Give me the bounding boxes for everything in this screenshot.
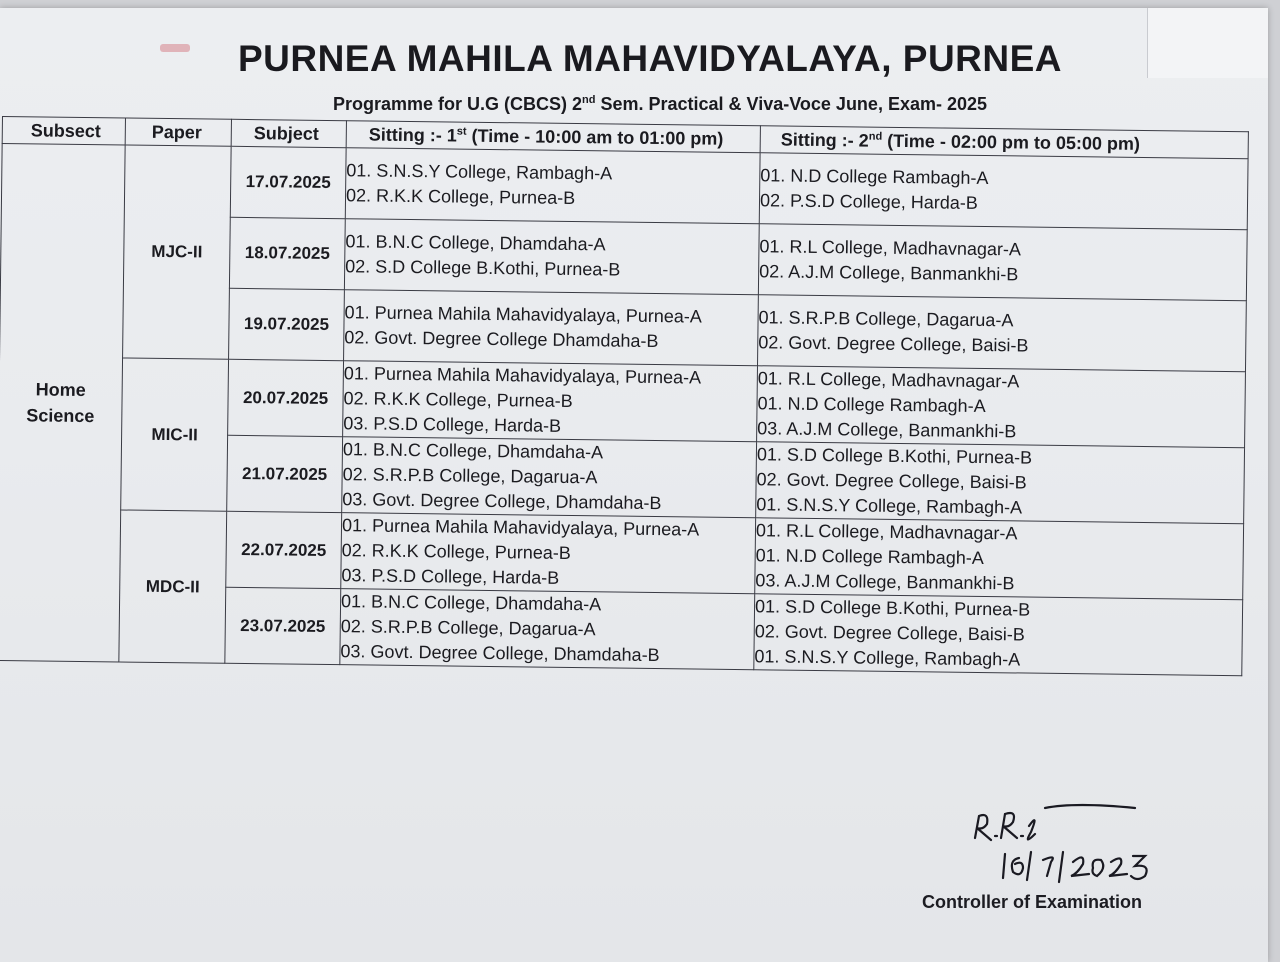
date-cell: 20.07.2025 bbox=[228, 359, 344, 436]
college-entry: 02. A.J.M College, Banmankhi-B bbox=[759, 261, 1019, 285]
college-entry: 01. S.N.S.Y College, Rambagh-A bbox=[756, 494, 1023, 518]
college-entry: 02. R.K.K College, Purnea-B bbox=[345, 185, 576, 209]
paper-mdc: MDC-II bbox=[119, 510, 227, 663]
date-cell: 22.07.2025 bbox=[226, 511, 342, 588]
sitting-2-cell bbox=[758, 224, 1247, 301]
header-paper: Paper bbox=[125, 118, 231, 146]
header-subject: Subject bbox=[231, 119, 346, 147]
college-entry: 01. B.N.C College, Dhamdaha-A bbox=[345, 231, 606, 255]
sitting-2-cell bbox=[758, 295, 1247, 372]
college-title: PURNEA MAHILA MAHAVIDYALAYA, PURNEA bbox=[237, 38, 1063, 79]
college-entry: 03. P.S.D College, Harda-B bbox=[341, 565, 560, 588]
college-entry: 01. N.D College Rambagh-A bbox=[755, 545, 984, 569]
college-entry: 02. R.K.K College, Purnea-B bbox=[341, 540, 571, 563]
sitting-1-cell bbox=[345, 148, 760, 224]
header-subsect: Subsect bbox=[2, 117, 125, 146]
college-entry: 01. B.N.C College, Dhamdaha-A bbox=[342, 439, 604, 463]
table-row bbox=[0, 508, 1244, 599]
college-entry: 02. R.K.K College, Purnea-B bbox=[343, 388, 573, 411]
date-cell: 17.07.2025 bbox=[230, 146, 346, 218]
sitting-1-cell bbox=[344, 219, 759, 295]
sitting-2-cell bbox=[756, 442, 1245, 524]
paper-mjc: MJC-II bbox=[123, 145, 232, 359]
sitting-2-cell bbox=[755, 518, 1244, 600]
paper-mic: MIC-II bbox=[121, 358, 229, 511]
college-entry: 03. Govt. Degree College, Dhamdaha-B bbox=[342, 489, 662, 514]
college-entry: 02. P.S.D College, Harda-B bbox=[759, 190, 978, 213]
date-cell: 18.07.2025 bbox=[229, 217, 345, 289]
sitting-1-cell bbox=[342, 437, 757, 518]
college-entry: 02. Govt. Degree College, Baisi-B bbox=[756, 469, 1027, 493]
programme-subtitle: Programme for U.G (CBCS) 2nd Sem. Practical & Viva-Voce June, Exam- 2025 bbox=[332, 94, 988, 114]
college-entry: 03. P.S.D College, Harda-B bbox=[343, 413, 562, 436]
college-entry: 02. Govt. Degree College, Baisi-B bbox=[754, 621, 1026, 645]
college-entry: 01. S.D College B.Kothi, Purnea-B bbox=[756, 444, 1033, 468]
subject-home-science: Home Science bbox=[0, 144, 125, 662]
college-entry: 01. S.N.S.Y College, Rambagh-A bbox=[754, 646, 1021, 670]
sitting-2-cell bbox=[759, 153, 1248, 230]
college-entry: 01. Purnea Mahila Mahavidyalaya, Purnea-A bbox=[341, 515, 700, 540]
exam-schedule-table bbox=[0, 116, 1249, 676]
table-row bbox=[0, 356, 1245, 447]
sitting-2-cell bbox=[757, 366, 1246, 448]
college-entry: 01. B.N.C College, Dhamdaha-A bbox=[340, 591, 602, 615]
date-cell: 21.07.2025 bbox=[227, 435, 343, 512]
header-sitting-1: Sitting :- 1st (Time - 10:00 am to 01:00 pm) bbox=[346, 121, 760, 153]
college-entry: 02. S.D College B.Kothi, Purnea-B bbox=[345, 256, 621, 280]
handwritten-signature bbox=[965, 798, 1185, 888]
college-entry: 01. S.N.S.Y College, Rambagh-A bbox=[346, 160, 613, 184]
college-entry: 02. S.R.P.B College, Dagarua-A bbox=[340, 616, 596, 640]
sitting-1-cell bbox=[343, 361, 758, 442]
college-entry: 02. Govt. Degree College Dhamdaha-B bbox=[344, 327, 659, 352]
sitting-1-cell bbox=[344, 290, 759, 366]
college-entry: 01. R.L College, Madhavnagar-A bbox=[757, 368, 1020, 392]
college-entry: 01. Purnea Mahila Mahavidyalaya, Purnea-A bbox=[344, 302, 702, 327]
college-entry: 03. A.J.M College, Banmankhi-B bbox=[757, 418, 1017, 442]
college-entry: 03. A.J.M College, Banmankhi-B bbox=[755, 570, 1015, 594]
college-entry: 01. Purnea Mahila Mahavidyalaya, Purnea-A bbox=[343, 363, 702, 388]
document-sheet bbox=[0, 8, 1268, 962]
table-row bbox=[1, 144, 1248, 230]
date-cell: 23.07.2025 bbox=[225, 587, 341, 664]
college-entry: 01. N.D College Rambagh-A bbox=[757, 393, 986, 417]
date-cell: 19.07.2025 bbox=[229, 288, 345, 360]
sitting-2-cell bbox=[754, 594, 1243, 676]
college-entry: 01. R.L College, Madhavnagar-A bbox=[755, 520, 1018, 544]
college-entry: 01. S.D College B.Kothi, Purnea-B bbox=[754, 596, 1031, 620]
sitting-1-cell bbox=[341, 513, 756, 594]
college-entry: 01. S.R.P.B College, Dagarua-A bbox=[758, 307, 1014, 331]
sitting-1-cell bbox=[340, 589, 755, 670]
college-entry: 03. Govt. Degree College, Dhamdaha-B bbox=[340, 641, 660, 666]
college-entry: 02. Govt. Degree College, Baisi-B bbox=[758, 332, 1029, 356]
college-entry: 01. N.D College Rambagh-A bbox=[760, 165, 989, 189]
controller-label: Controller of Examination bbox=[922, 892, 1143, 912]
college-entry: 02. S.R.P.B College, Dagarua-A bbox=[342, 464, 598, 488]
college-entry: 01. R.L College, Madhavnagar-A bbox=[759, 236, 1022, 260]
header-sitting-2: Sitting :- 2nd (Time - 02:00 pm to 05:00 pm) bbox=[760, 126, 1248, 159]
